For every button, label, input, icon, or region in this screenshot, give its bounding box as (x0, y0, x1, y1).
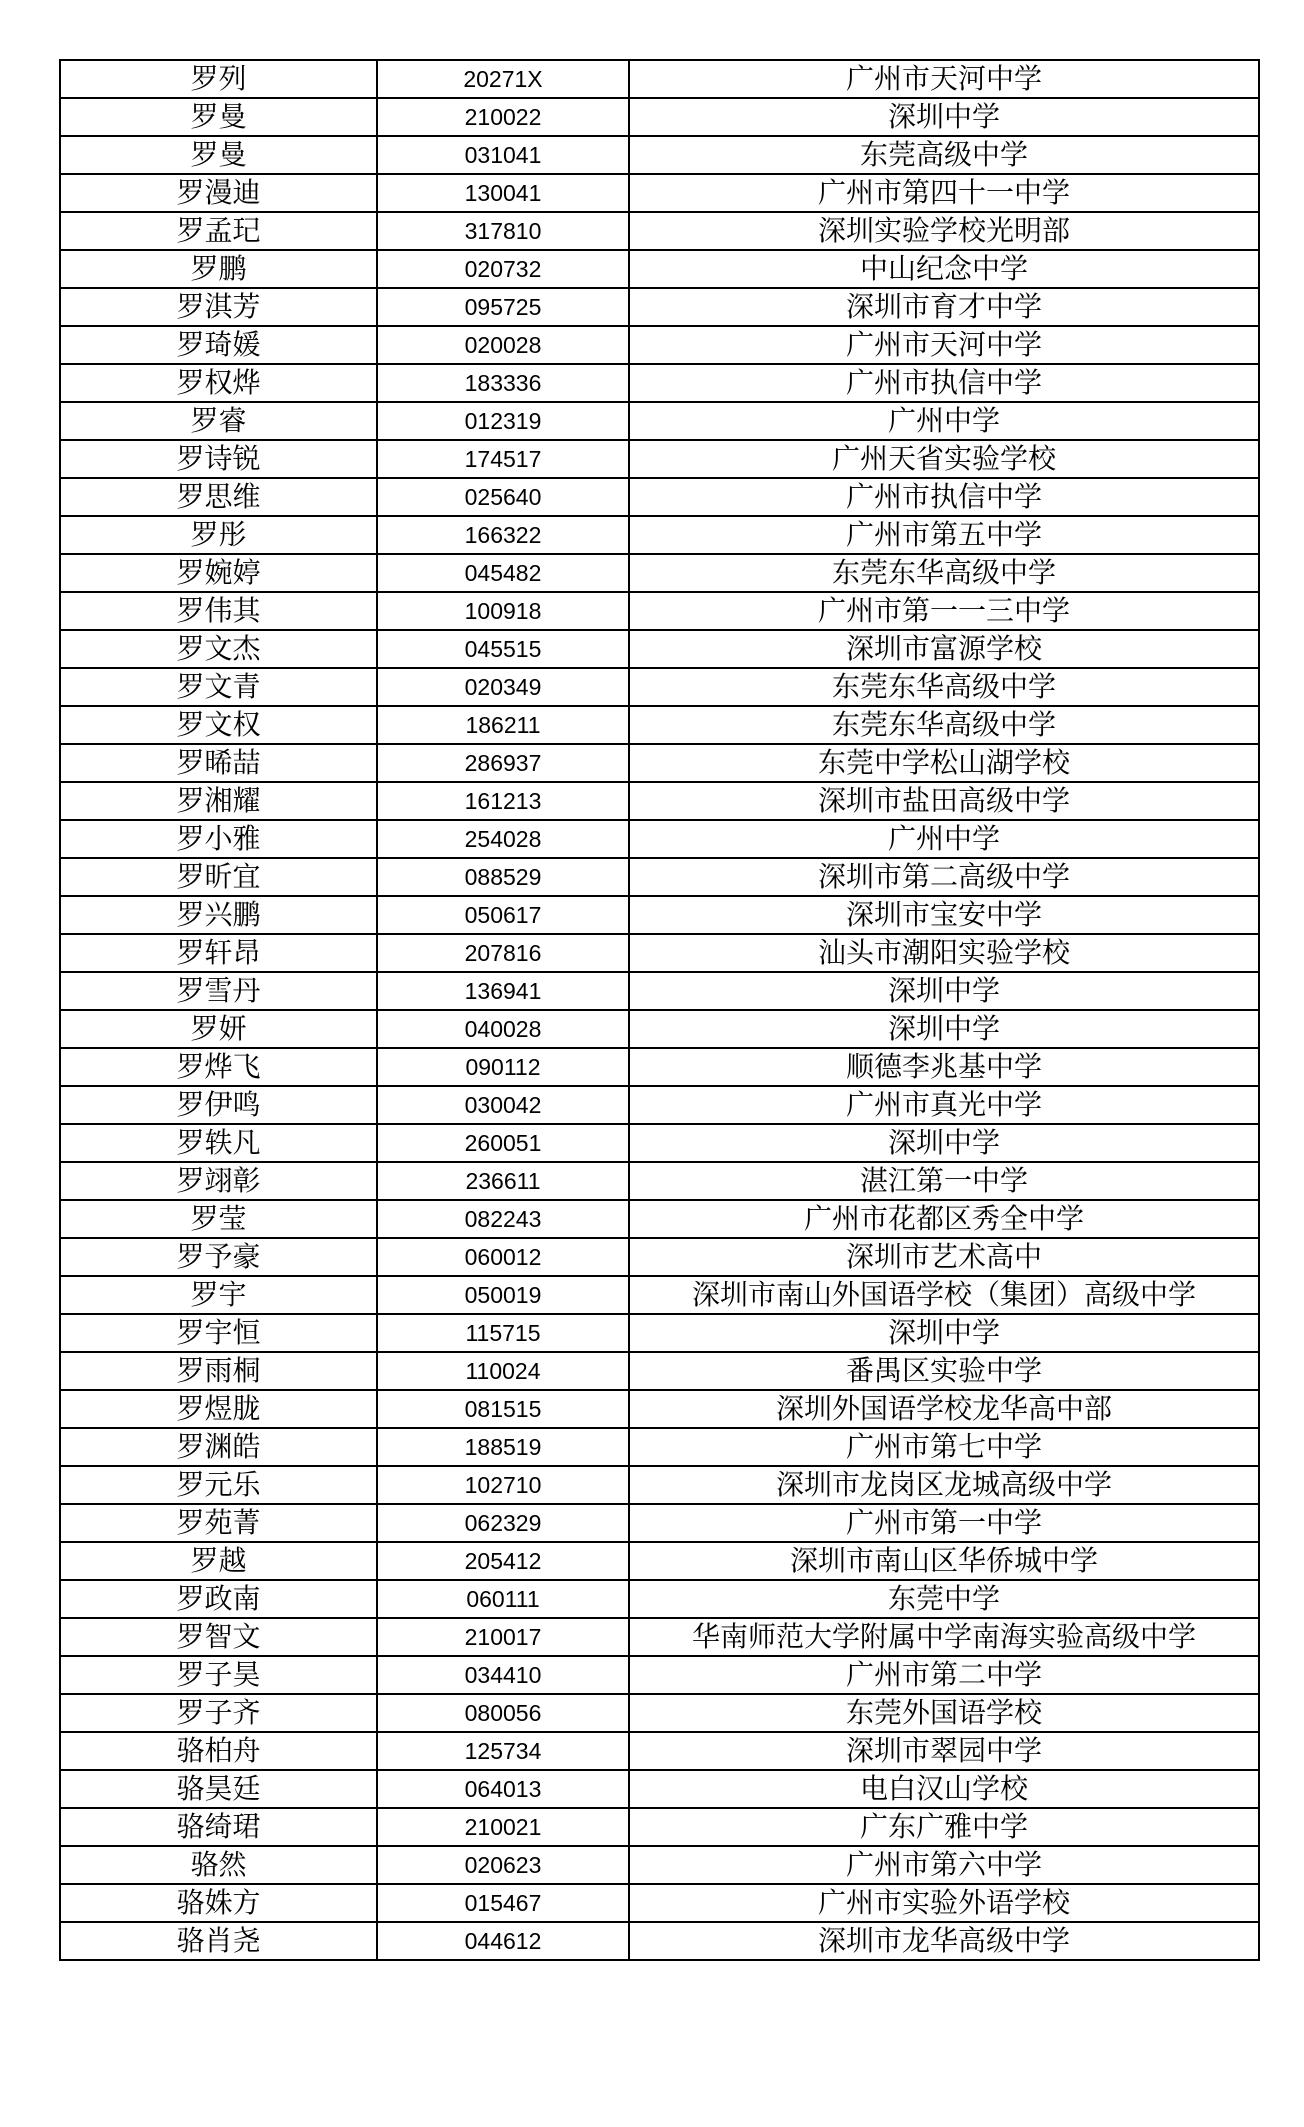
student-name-cell: 罗婉婷 (60, 554, 377, 592)
student-name-cell: 罗雪丹 (60, 972, 377, 1010)
school-name-cell: 深圳中学 (629, 972, 1259, 1010)
table-row (60, 1808, 1259, 1846)
student-name-cell: 罗政南 (60, 1580, 377, 1618)
table-row (60, 98, 1259, 136)
student-id-cell: 012319 (377, 402, 629, 440)
school-name-cell: 电白汉山学校 (629, 1770, 1259, 1808)
student-id-cell: 064013 (377, 1770, 629, 1808)
student-name-cell: 罗睿 (60, 402, 377, 440)
table-row (60, 1922, 1259, 1960)
school-name-cell: 深圳市宝安中学 (629, 896, 1259, 934)
table-row (60, 630, 1259, 668)
student-id-cell: 317810 (377, 212, 629, 250)
student-id-cell: 102710 (377, 1466, 629, 1504)
student-id-cell: 062329 (377, 1504, 629, 1542)
student-id-cell: 161213 (377, 782, 629, 820)
school-name-cell: 东莞东华高级中学 (629, 706, 1259, 744)
table-row (60, 972, 1259, 1010)
student-id-cell: 015467 (377, 1884, 629, 1922)
table-row (60, 706, 1259, 744)
student-name-cell: 罗小雅 (60, 820, 377, 858)
student-id-cell: 045482 (377, 554, 629, 592)
table-row (60, 478, 1259, 516)
student-name-cell: 罗诗锐 (60, 440, 377, 478)
student-id-cell: 236611 (377, 1162, 629, 1200)
table-row (60, 1010, 1259, 1048)
school-name-cell: 广州市第六中学 (629, 1846, 1259, 1884)
student-name-cell: 罗曼 (60, 136, 377, 174)
school-name-cell: 广州市花都区秀全中学 (629, 1200, 1259, 1238)
student-id-cell: 025640 (377, 478, 629, 516)
student-name-cell: 罗宇恒 (60, 1314, 377, 1352)
table-row (60, 668, 1259, 706)
school-name-cell: 深圳中学 (629, 1010, 1259, 1048)
school-name-cell: 广州市第二中学 (629, 1656, 1259, 1694)
student-id-cell: 045515 (377, 630, 629, 668)
student-name-cell: 罗漫迪 (60, 174, 377, 212)
student-name-cell: 罗湘耀 (60, 782, 377, 820)
student-id-cell: 100918 (377, 592, 629, 630)
school-name-cell: 华南师范大学附属中学南海实验高级中学 (629, 1618, 1259, 1656)
student-id-cell: 060012 (377, 1238, 629, 1276)
student-name-cell: 罗昕宜 (60, 858, 377, 896)
student-name-cell: 罗伊鸣 (60, 1086, 377, 1124)
table-row (60, 744, 1259, 782)
student-id-cell: 044612 (377, 1922, 629, 1960)
student-name-cell: 罗琦媛 (60, 326, 377, 364)
school-name-cell: 广州市天河中学 (629, 60, 1259, 98)
school-name-cell: 汕头市潮阳实验学校 (629, 934, 1259, 972)
school-name-cell: 深圳实验学校光明部 (629, 212, 1259, 250)
student-id-cell: 125734 (377, 1732, 629, 1770)
school-name-cell: 广州市第一中学 (629, 1504, 1259, 1542)
student-name-cell: 罗兴鹏 (60, 896, 377, 934)
school-name-cell: 深圳中学 (629, 1124, 1259, 1162)
student-id-cell: 210022 (377, 98, 629, 136)
student-name-cell: 罗莹 (60, 1200, 377, 1238)
student-name-cell: 骆柏舟 (60, 1732, 377, 1770)
school-name-cell: 深圳中学 (629, 98, 1259, 136)
student-id-cell: 060111 (377, 1580, 629, 1618)
student-id-cell: 115715 (377, 1314, 629, 1352)
student-name-cell: 罗孟玘 (60, 212, 377, 250)
school-name-cell: 深圳市富源学校 (629, 630, 1259, 668)
school-name-cell: 番禺区实验中学 (629, 1352, 1259, 1390)
student-name-cell: 罗权烨 (60, 364, 377, 402)
school-name-cell: 东莞中学松山湖学校 (629, 744, 1259, 782)
student-name-cell: 罗越 (60, 1542, 377, 1580)
student-name-cell: 罗文青 (60, 668, 377, 706)
student-name-cell: 罗智文 (60, 1618, 377, 1656)
student-name-cell: 罗彤 (60, 516, 377, 554)
student-id-cell: 030042 (377, 1086, 629, 1124)
table-row (60, 782, 1259, 820)
school-name-cell: 中山纪念中学 (629, 250, 1259, 288)
student-name-cell: 罗烨飞 (60, 1048, 377, 1086)
school-name-cell: 深圳市龙华高级中学 (629, 1922, 1259, 1960)
student-id-cell: 088529 (377, 858, 629, 896)
table-row (60, 1162, 1259, 1200)
table-row (60, 554, 1259, 592)
school-name-cell: 东莞东华高级中学 (629, 668, 1259, 706)
student-id-cell: 082243 (377, 1200, 629, 1238)
school-name-cell: 广州市第七中学 (629, 1428, 1259, 1466)
student-name-cell: 骆昊廷 (60, 1770, 377, 1808)
student-id-cell: 207816 (377, 934, 629, 972)
school-name-cell: 广州市天河中学 (629, 326, 1259, 364)
student-id-cell: 020349 (377, 668, 629, 706)
table-row (60, 1846, 1259, 1884)
table-row (60, 1618, 1259, 1656)
table-row (60, 1314, 1259, 1352)
document-page (59, 59, 1258, 1961)
student-name-cell: 罗苑菁 (60, 1504, 377, 1542)
school-name-cell: 东莞高级中学 (629, 136, 1259, 174)
student-id-cell: 040028 (377, 1010, 629, 1048)
table-row (60, 1238, 1259, 1276)
school-name-cell: 广州天省实验学校 (629, 440, 1259, 478)
table-row (60, 592, 1259, 630)
student-name-cell: 罗鹏 (60, 250, 377, 288)
table-row (60, 1504, 1259, 1542)
table-row (60, 288, 1259, 326)
student-id-cell: 081515 (377, 1390, 629, 1428)
student-id-cell: 210017 (377, 1618, 629, 1656)
table-row (60, 1124, 1259, 1162)
school-name-cell: 湛江第一中学 (629, 1162, 1259, 1200)
student-id-cell: 080056 (377, 1694, 629, 1732)
school-name-cell: 深圳市南山外国语学校（集团）高级中学 (629, 1276, 1259, 1314)
student-id-cell: 110024 (377, 1352, 629, 1390)
school-name-cell: 广州中学 (629, 820, 1259, 858)
student-name-cell: 罗妍 (60, 1010, 377, 1048)
table-row (60, 516, 1259, 554)
student-name-cell: 罗元乐 (60, 1466, 377, 1504)
student-name-cell: 罗文杰 (60, 630, 377, 668)
student-name-cell: 骆姝方 (60, 1884, 377, 1922)
student-name-cell: 罗伟其 (60, 592, 377, 630)
school-name-cell: 广东广雅中学 (629, 1808, 1259, 1846)
table-row (60, 1884, 1259, 1922)
table-row (60, 250, 1259, 288)
school-name-cell: 深圳市盐田高级中学 (629, 782, 1259, 820)
school-name-cell: 广州市执信中学 (629, 364, 1259, 402)
student-name-cell: 罗轩昂 (60, 934, 377, 972)
student-id-cell: 050019 (377, 1276, 629, 1314)
student-id-cell: 188519 (377, 1428, 629, 1466)
student-name-cell: 罗轶凡 (60, 1124, 377, 1162)
student-name-cell: 罗晞喆 (60, 744, 377, 782)
school-name-cell: 深圳市龙岗区龙城高级中学 (629, 1466, 1259, 1504)
school-name-cell: 广州中学 (629, 402, 1259, 440)
student-id-cell: 020028 (377, 326, 629, 364)
student-name-cell: 罗列 (60, 60, 377, 98)
school-name-cell: 广州市第一一三中学 (629, 592, 1259, 630)
school-name-cell: 深圳中学 (629, 1314, 1259, 1352)
table-row (60, 440, 1259, 478)
table-row (60, 174, 1259, 212)
table-row (60, 1390, 1259, 1428)
student-name-cell: 罗煜胧 (60, 1390, 377, 1428)
table-row (60, 1276, 1259, 1314)
student-id-cell: 205412 (377, 1542, 629, 1580)
table-row (60, 1770, 1259, 1808)
student-name-cell: 骆肖尧 (60, 1922, 377, 1960)
table-row (60, 1580, 1259, 1618)
school-name-cell: 广州市第五中学 (629, 516, 1259, 554)
table-row (60, 1086, 1259, 1124)
student-name-cell: 罗曼 (60, 98, 377, 136)
student-name-cell: 罗予豪 (60, 1238, 377, 1276)
table-row (60, 858, 1259, 896)
student-id-cell: 090112 (377, 1048, 629, 1086)
school-name-cell: 深圳市第二高级中学 (629, 858, 1259, 896)
student-id-cell: 095725 (377, 288, 629, 326)
student-id-cell: 034410 (377, 1656, 629, 1694)
student-table (59, 59, 1260, 1961)
table-row (60, 136, 1259, 174)
school-name-cell: 广州市第四十一中学 (629, 174, 1259, 212)
student-name-cell: 罗淇芳 (60, 288, 377, 326)
student-id-cell: 020623 (377, 1846, 629, 1884)
school-name-cell: 广州市真光中学 (629, 1086, 1259, 1124)
table-row (60, 1732, 1259, 1770)
student-id-cell: 166322 (377, 516, 629, 554)
student-id-cell: 020732 (377, 250, 629, 288)
school-name-cell: 广州市实验外语学校 (629, 1884, 1259, 1922)
student-id-cell: 136941 (377, 972, 629, 1010)
table-row (60, 820, 1259, 858)
table-row (60, 1466, 1259, 1504)
table-row (60, 1656, 1259, 1694)
student-name-cell: 罗宇 (60, 1276, 377, 1314)
table-row (60, 1542, 1259, 1580)
school-name-cell: 东莞中学 (629, 1580, 1259, 1618)
table-row (60, 934, 1259, 972)
school-name-cell: 东莞东华高级中学 (629, 554, 1259, 592)
school-name-cell: 深圳市艺术高中 (629, 1238, 1259, 1276)
table-body (60, 60, 1259, 1960)
table-row (60, 1352, 1259, 1390)
student-id-cell: 031041 (377, 136, 629, 174)
school-name-cell: 顺德李兆基中学 (629, 1048, 1259, 1086)
table-row (60, 402, 1259, 440)
student-name-cell: 罗子昊 (60, 1656, 377, 1694)
table-row (60, 1048, 1259, 1086)
table-row (60, 60, 1259, 98)
student-name-cell: 罗子齐 (60, 1694, 377, 1732)
table-row (60, 1694, 1259, 1732)
student-name-cell: 罗渊皓 (60, 1428, 377, 1466)
school-name-cell: 深圳市南山区华侨城中学 (629, 1542, 1259, 1580)
student-name-cell: 罗文权 (60, 706, 377, 744)
student-name-cell: 罗翊彰 (60, 1162, 377, 1200)
student-id-cell: 210021 (377, 1808, 629, 1846)
student-id-cell: 130041 (377, 174, 629, 212)
table-row (60, 896, 1259, 934)
student-id-cell: 183336 (377, 364, 629, 402)
student-name-cell: 罗思维 (60, 478, 377, 516)
school-name-cell: 广州市执信中学 (629, 478, 1259, 516)
student-id-cell: 050617 (377, 896, 629, 934)
student-id-cell: 20271X (377, 60, 629, 98)
student-id-cell: 260051 (377, 1124, 629, 1162)
student-id-cell: 174517 (377, 440, 629, 478)
table-row (60, 326, 1259, 364)
student-name-cell: 骆绮珺 (60, 1808, 377, 1846)
student-id-cell: 286937 (377, 744, 629, 782)
table-row (60, 364, 1259, 402)
table-row (60, 1428, 1259, 1466)
school-name-cell: 深圳外国语学校龙华高中部 (629, 1390, 1259, 1428)
student-name-cell: 罗雨桐 (60, 1352, 377, 1390)
school-name-cell: 深圳市翠园中学 (629, 1732, 1259, 1770)
school-name-cell: 深圳市育才中学 (629, 288, 1259, 326)
table-row (60, 1200, 1259, 1238)
table-row (60, 212, 1259, 250)
school-name-cell: 东莞外国语学校 (629, 1694, 1259, 1732)
student-name-cell: 骆然 (60, 1846, 377, 1884)
student-id-cell: 186211 (377, 706, 629, 744)
student-id-cell: 254028 (377, 820, 629, 858)
